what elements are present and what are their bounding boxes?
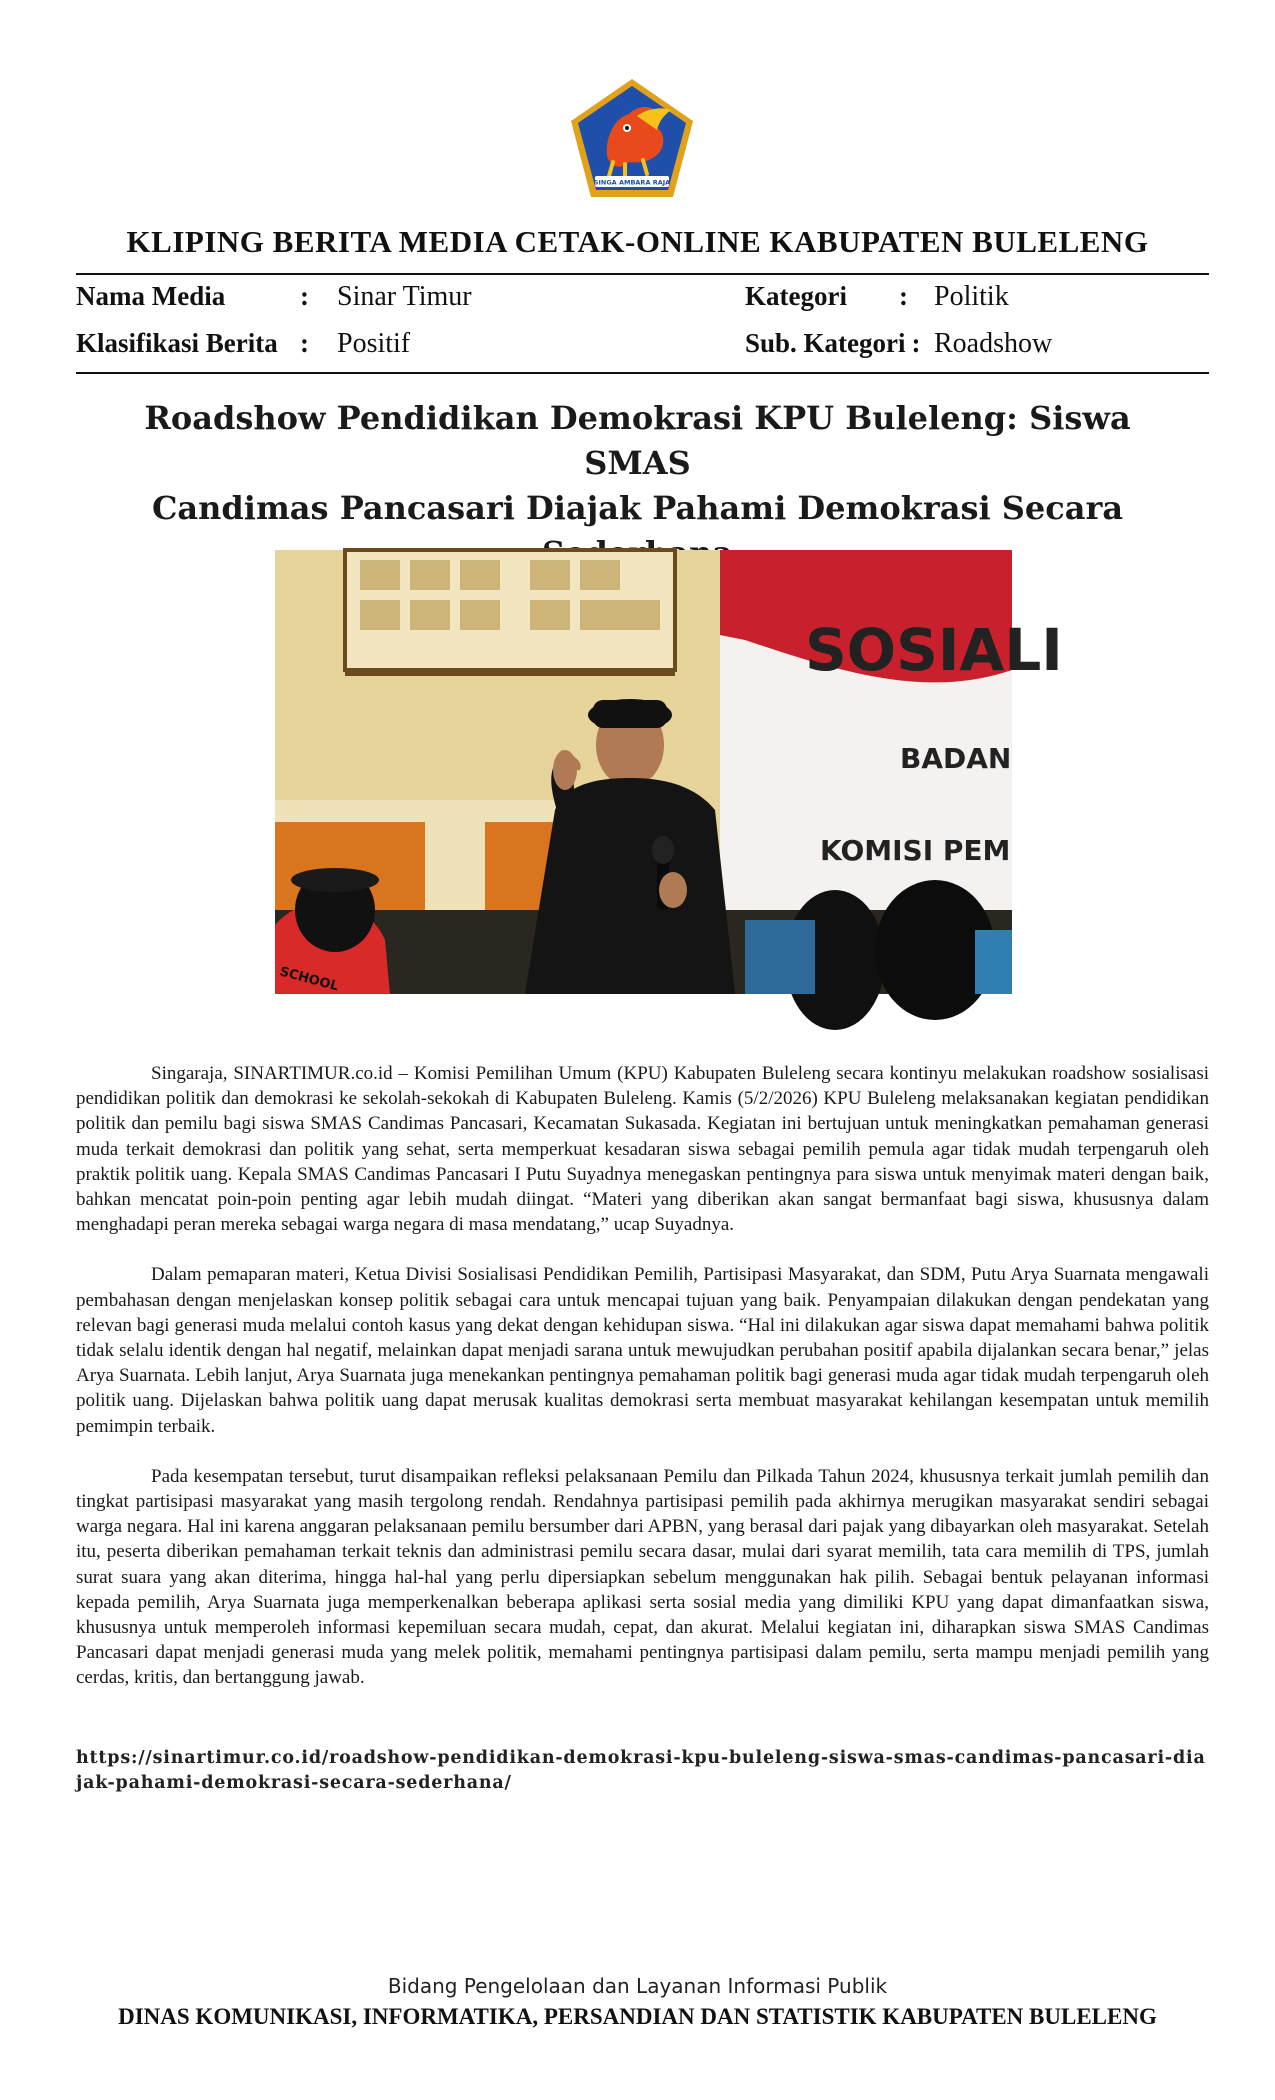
- header-bottom-rule: [76, 372, 1209, 374]
- footer-division: Bidang Pengelolaan dan Layanan Informasi Publik: [387, 1974, 888, 1998]
- logo-caption: SINGA AMBARA RAJA: [593, 178, 671, 187]
- banner-text-1: SOSIALI: [805, 616, 1063, 684]
- article-paragraph-1: Singaraja, SINARTIMUR.co.id – Komisi Pemilihan Umum (KPU) Kabupaten Buleleng secara kontinyu melakukan roadshow sosialisasi pendidikan politik dan demokrasi ke sekolah-sekokah di Kabupaten Buleleng. Kamis (5/2/2026) KPU Buleleng melaksanakan kegiatan pendidikan politik dan pemilu bagi siswa SMAS Candimas Pancasari, Kecamatan Sukasada. Kegiatan ini bertujuan untuk meningkatkan pemahaman generasi muda terkait demokrasi dan politik yang sehat, serta memperkuat kesadaran siswa sebagai pemilih pemula agar tidak mudah terpengaruh oleh praktik politik uang. Kepala SMAS Candimas Pancasari I Putu Suyadnya menegaskan pentingnya para siswa untuk menyimak materi dengan baik, bahkan mencatat poin-poin penting agar lebih mudah diingat. “Materi yang diberikan akan sangat bermanfaat bagi siswa, khususnya dalam menghadapi peran mereka sebagai warga negara di masa mendatang,” ucap Suyadnya.: [76, 1063, 1209, 1236]
- klasifikasi-colon: :: [300, 328, 309, 358]
- article-paragraph-2: Dalam pemaparan materi, Ketua Divisi Sosialisasi Pendidikan Pemilih, Partisipasi Masyarakat, dan SDM, Putu Arya Suarnata mengawali pembahasan dengan menjelaskan konsep politik sebagai cara untuk mencapai tujuan yang baik. Penyampaian dilakukan dengan pendekatan yang relevan bagi generasi muda melalui contoh kasus yang dekat dengan kehidupan siswa. “Hal ini dilakukan agar siswa dapat memahami bahwa politik tidak selalu identik dengan hal negatif, melainkan dapat menjadi sarana untuk mewujudkan perubahan positif apabila dijalankan secara benar,” jelas Arya Suarnata. Lebih lanjut, Arya Suarnata juga menekankan pentingnya pemahaman politik bagi generasi muda agar tidak mudah terpengaruh oleh politik uang. Dijelaskan bahwa politik uang dapat merusak kualitas demokrasi serta membuat masyarakat kehilangan kesempatan untuk memilih pemimpin terbaik.: [76, 1264, 1209, 1437]
- banner-text-2: BADAN: [900, 742, 1012, 775]
- headline-line-2: Candimas Pancasari Diajak Pahami Demokrasi Secara: [151, 489, 1124, 527]
- banner-text-3: KOMISI PEM: [820, 834, 1011, 867]
- media-colon: :: [300, 281, 309, 311]
- source-url-link[interactable]: https://sinartimur.co.id/roadshow-pendidikan-demokrasi-kpu-buleleng-siswa-smas-candimas-pancasari-diajak-pahami-demokrasi-secara-sederhana/: [76, 1748, 1206, 1793]
- klasifikasi-value: Positif: [337, 328, 411, 359]
- kliping-title: KLIPING BERITA MEDIA CETAK-ONLINE KABUPATEN BULELENG: [126, 224, 1149, 259]
- klasifikasi-label: Klasifikasi Berita: [76, 328, 278, 358]
- article-paragraph-3: Pada kesempatan tersebut, turut disampaikan refleksi pelaksanaan Pemilu dan Pilkada Tahun 2024, khususnya terkait jumlah pemilih dan tingkat partisipasi masyarakat yang masih tergolong rendah. Rendahnya partisipasi pemilih pada akhirnya merugikan masyarakat sendiri sebagai warga negara. Hal ini karena anggaran pelaksanaan pemilu bersumber dari APBN, yang berasal dari pajak yang dibayarkan oleh masyarakat. Setelah itu, peserta diberikan pemahaman terkait teknis dan administrasi pemilu secara dasar, mulai dari syarat memilih, tata cara memilih di TPS, jumlah surat suara yang akan diterima, hingga hal-hal yang perlu dipersiapkan sebelum menggunakan hak pilih. Sebagai bentuk pelayanan informasi kepada pemilih, Arya Suarnata juga memperkenalkan beberapa aplikasi serta sosial media yang dimiliki KPU yang dapat dimanfaatkan siswa, khususnya untuk memperoleh informasi kepemiluan secara mudah, cepat, dan akurat. Melalui kegiatan ini, diharapkan siswa SMAS Candimas Pancasari dapat menjadi generasi muda yang melek politik, memahami pentingnya partisipasi dalam pemilu, serta mampu menjadi pemilih yang cerdas, kritis, dan bertanggung jawab.: [76, 1465, 1209, 1689]
- article-body: [76, 1061, 1209, 1716]
- subkategori-value: Roadshow: [934, 328, 1053, 359]
- header-top-rule: [76, 273, 1209, 275]
- media-label: Nama Media: [76, 281, 226, 311]
- kategori-value: Politik: [934, 281, 1009, 312]
- article-photo: [275, 550, 1063, 995]
- media-value: Sinar Timur: [337, 281, 472, 312]
- kategori-label: Kategori: [745, 281, 847, 311]
- meta-media-row: [76, 281, 225, 312]
- headline-line-1: Roadshow Pendidikan Demokrasi KPU Buleleng: Siswa SMAS: [144, 399, 1131, 482]
- footer-agency: DINAS KOMUNIKASI, INFORMATIKA, PERSANDIAN DAN STATISTIK KABUPATEN BULELENG: [118, 2004, 1157, 2029]
- shirt-text: SCHOOL: [277, 964, 340, 995]
- kategori-colon: :: [899, 281, 908, 311]
- subkategori-label: Sub. Kategori :: [745, 328, 921, 358]
- kabupaten-buleleng-logo: [567, 76, 697, 200]
